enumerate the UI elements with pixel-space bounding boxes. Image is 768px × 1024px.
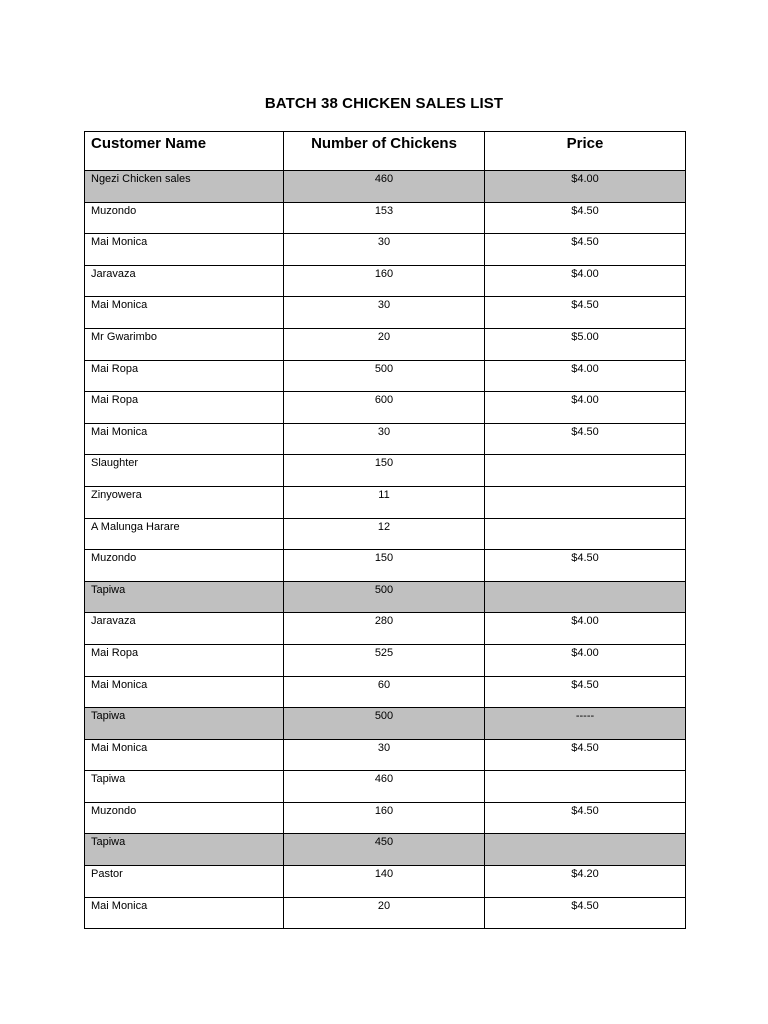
table-row [85,486,686,518]
customer-name-cell: Muzondo [85,202,284,234]
price-cell [485,581,686,613]
customer-name-cell: Tapiwa [85,834,284,866]
chicken-count-cell: 20 [284,328,485,360]
chicken-count-cell: 280 [284,613,485,645]
chicken-count-cell: 12 [284,518,485,550]
price-cell: $4.50 [485,423,686,455]
table-row [85,676,686,708]
chicken-count-cell: 525 [284,644,485,676]
table-body [85,171,686,929]
column-header-number-of-chickens: Number of Chickens [284,132,485,171]
customer-name-cell: Pastor [85,866,284,898]
price-cell: $4.00 [485,360,686,392]
table-row [85,834,686,866]
customer-name-cell: Tapiwa [85,581,284,613]
price-cell: $5.00 [485,328,686,360]
table-row [85,202,686,234]
price-cell: $4.00 [485,613,686,645]
chicken-count-cell: 160 [284,265,485,297]
chicken-count-cell: 500 [284,581,485,613]
price-cell: $4.50 [485,550,686,582]
price-cell: $4.20 [485,866,686,898]
customer-name-cell: Muzondo [85,550,284,582]
table-row [85,518,686,550]
chicken-count-cell: 20 [284,897,485,929]
table-row [85,739,686,771]
chicken-count-cell: 30 [284,297,485,329]
page-title: BATCH 38 CHICKEN SALES LIST [264,95,504,112]
table-row [85,234,686,266]
chicken-count-cell: 460 [284,171,485,203]
customer-name-cell: Mai Monica [85,297,284,329]
chicken-count-cell: 60 [284,676,485,708]
customer-name-cell: Mai Ropa [85,644,284,676]
chicken-count-cell: 11 [284,486,485,518]
table-row [85,581,686,613]
customer-name-cell: Mai Monica [85,234,284,266]
customer-name-cell: Mai Monica [85,676,284,708]
table-row [85,644,686,676]
price-cell [485,771,686,803]
customer-name-cell: Tapiwa [85,771,284,803]
chicken-count-cell: 450 [284,834,485,866]
price-cell: ----- [485,708,686,740]
customer-name-cell: Tapiwa [85,708,284,740]
customer-name-cell: Mai Ropa [85,392,284,424]
price-cell [485,486,686,518]
customer-name-cell: Mai Monica [85,739,284,771]
table-row [85,265,686,297]
price-cell [485,455,686,487]
chicken-count-cell: 160 [284,802,485,834]
table-row [85,613,686,645]
chicken-count-cell: 30 [284,234,485,266]
chicken-count-cell: 140 [284,866,485,898]
chicken-count-cell: 500 [284,360,485,392]
customer-name-cell: Muzondo [85,802,284,834]
table-header-row [85,132,686,171]
table-row [85,392,686,424]
price-cell: $4.00 [485,392,686,424]
customer-name-cell: Mai Monica [85,897,284,929]
chicken-count-cell: 600 [284,392,485,424]
customer-name-cell: A Malunga Harare [85,518,284,550]
column-header-customer-name: Customer Name [85,132,284,171]
customer-name-cell: Jaravaza [85,265,284,297]
table-row [85,455,686,487]
table-row [85,866,686,898]
price-cell: $4.50 [485,234,686,266]
chicken-count-cell: 500 [284,708,485,740]
customer-name-cell: Slaughter [85,455,284,487]
table-row [85,360,686,392]
chicken-count-cell: 30 [284,739,485,771]
price-cell: $4.50 [485,676,686,708]
price-cell: $4.00 [485,265,686,297]
price-cell: $4.50 [485,802,686,834]
chicken-count-cell: 150 [284,550,485,582]
chicken-count-cell: 150 [284,455,485,487]
table-row [85,171,686,203]
sales-table [84,131,686,929]
customer-name-cell: Mr Gwarimbo [85,328,284,360]
table-row [85,297,686,329]
customer-name-cell: Zinyowera [85,486,284,518]
price-cell: $4.50 [485,297,686,329]
column-header-price: Price [485,132,686,171]
table-row [85,550,686,582]
price-cell [485,834,686,866]
table-row [85,328,686,360]
table-row [85,771,686,803]
chicken-count-cell: 460 [284,771,485,803]
customer-name-cell: Mai Ropa [85,360,284,392]
price-cell: $4.50 [485,739,686,771]
customer-name-cell: Mai Monica [85,423,284,455]
price-cell: $4.00 [485,644,686,676]
chicken-count-cell: 153 [284,202,485,234]
price-cell [485,518,686,550]
table-row [85,802,686,834]
table-row [85,423,686,455]
table-row [85,708,686,740]
customer-name-cell: Ngezi Chicken sales [85,171,284,203]
chicken-count-cell: 30 [284,423,485,455]
price-cell: $4.50 [485,897,686,929]
table-row [85,897,686,929]
price-cell: $4.00 [485,171,686,203]
price-cell: $4.50 [485,202,686,234]
customer-name-cell: Jaravaza [85,613,284,645]
